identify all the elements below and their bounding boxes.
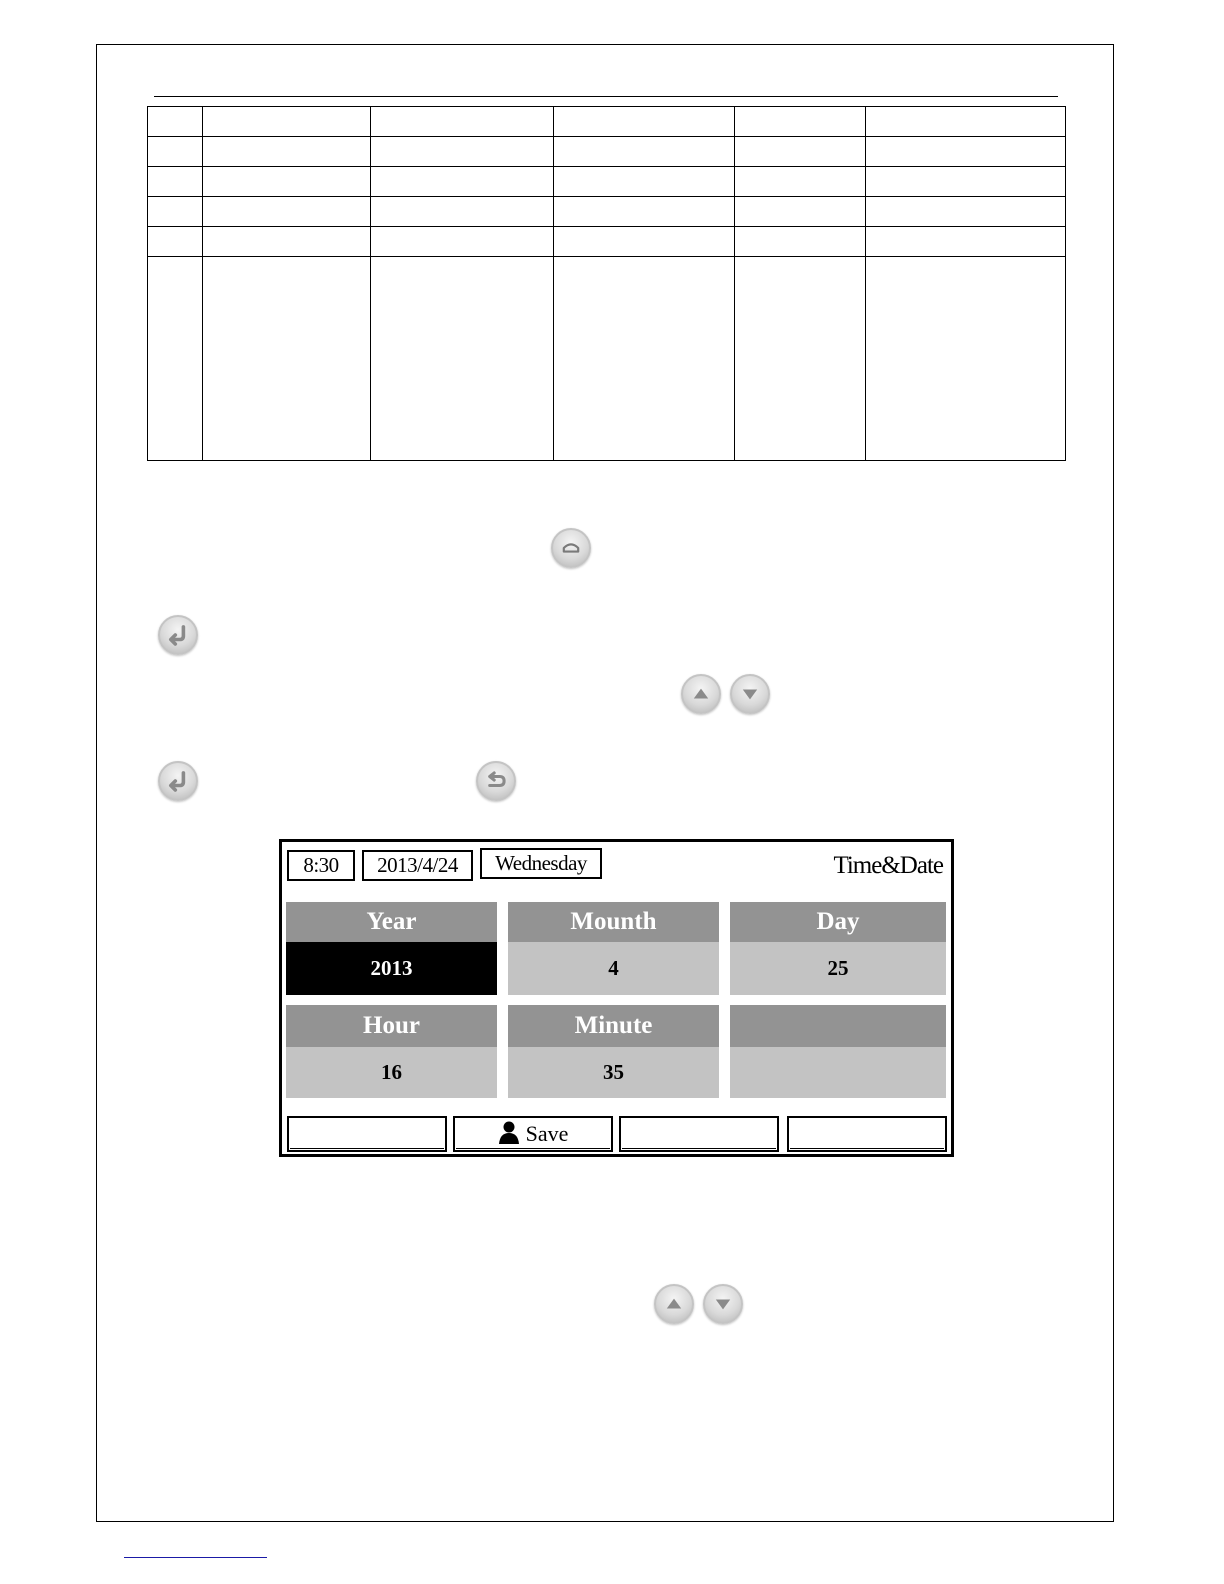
- field-label: Day: [730, 902, 946, 942]
- table-row: [148, 167, 1066, 197]
- year-field[interactable]: [286, 902, 497, 995]
- softkey-1[interactable]: [287, 1116, 447, 1152]
- current-date: 2013/4/24: [362, 850, 473, 881]
- field-label: Hour: [286, 1005, 497, 1047]
- footer-link-underline[interactable]: [124, 1557, 267, 1558]
- field-label: Mounth: [508, 902, 719, 942]
- softkey-3[interactable]: [619, 1116, 779, 1152]
- softkey-4[interactable]: [787, 1116, 947, 1152]
- table-row: [148, 137, 1066, 167]
- minute-field[interactable]: [508, 1005, 719, 1098]
- field-value: 25: [730, 942, 946, 995]
- save-label: Save: [525, 1121, 569, 1146]
- weekday: Wednesday: [480, 848, 602, 879]
- save-button[interactable]: [453, 1116, 613, 1152]
- month-field[interactable]: [508, 902, 719, 995]
- enter-button-icon[interactable]: [158, 615, 198, 655]
- home-button-icon[interactable]: [551, 528, 591, 568]
- table-row: [148, 257, 1066, 461]
- table-row: [148, 197, 1066, 227]
- user-silhouette-icon: [498, 1121, 520, 1145]
- header-rule: [154, 96, 1058, 97]
- field-label: Minute: [508, 1005, 719, 1047]
- empty-field: [730, 1005, 946, 1098]
- table-row: [148, 227, 1066, 257]
- field-value: 35: [508, 1047, 719, 1098]
- up-arrow-button-icon[interactable]: [654, 1284, 694, 1324]
- down-arrow-button-icon[interactable]: [703, 1284, 743, 1324]
- field-value: 2013: [286, 942, 497, 995]
- field-value: [730, 1047, 946, 1098]
- table-row: [148, 107, 1066, 137]
- screen-title: Time&Date: [833, 852, 943, 879]
- field-value: 16: [286, 1047, 497, 1098]
- spec-table: [147, 106, 1066, 461]
- enter-button-icon[interactable]: [158, 761, 198, 801]
- field-label: [730, 1005, 946, 1047]
- hour-field[interactable]: [286, 1005, 497, 1098]
- field-label: Year: [286, 902, 497, 942]
- day-field[interactable]: [730, 902, 946, 995]
- clock-time: 8:30: [287, 850, 355, 881]
- field-value: 4: [508, 942, 719, 995]
- back-button-icon[interactable]: [476, 761, 516, 801]
- time-date-screen: [279, 839, 954, 1157]
- down-arrow-button-icon[interactable]: [730, 674, 770, 714]
- up-arrow-button-icon[interactable]: [681, 674, 721, 714]
